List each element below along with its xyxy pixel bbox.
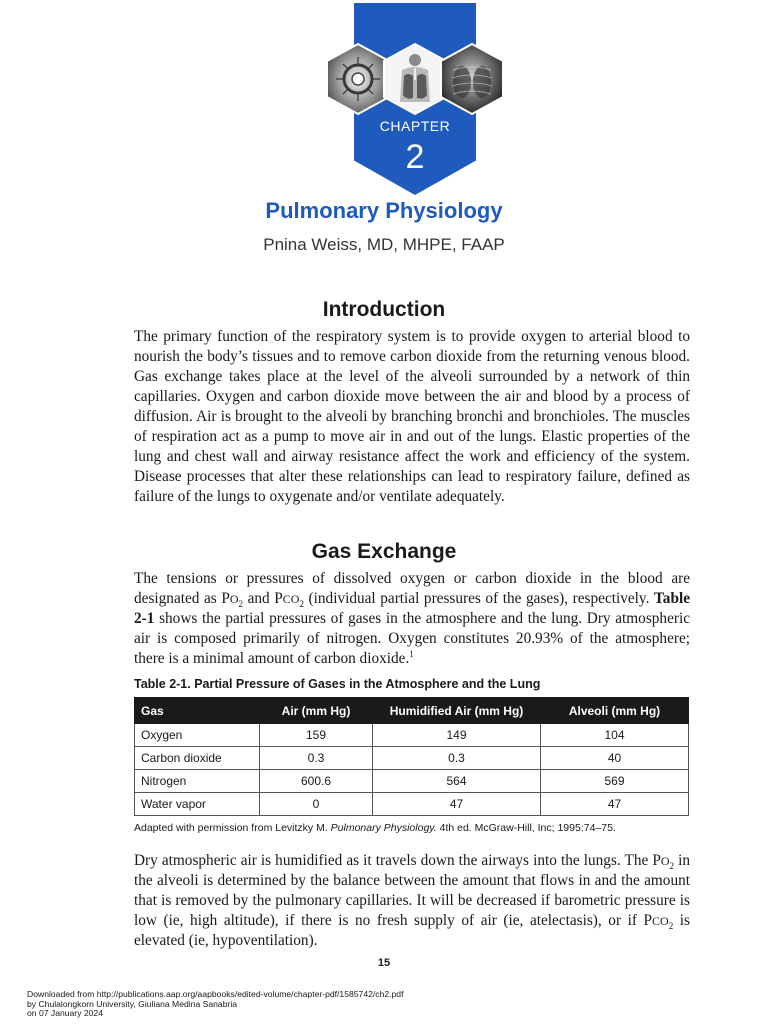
text-run: O bbox=[229, 592, 239, 606]
download-watermark bbox=[27, 990, 403, 1019]
subscript: 2 bbox=[669, 861, 675, 872]
table-cell: 149 bbox=[373, 724, 541, 747]
subscript: 2 bbox=[668, 921, 674, 932]
section-heading-gas-exchange: Gas Exchange bbox=[311, 540, 457, 563]
humidification-paragraph bbox=[134, 851, 690, 951]
text-run: (individual partial pressures of the gases), respectively. bbox=[303, 590, 654, 607]
text-run: The tensions or pressures of dissolved oxygen or carbon dioxide in the blood are designated as P bbox=[134, 570, 690, 607]
chest-xray-icon bbox=[441, 44, 503, 114]
table-header-row bbox=[135, 698, 689, 724]
text-run: CO bbox=[282, 592, 300, 606]
citation-superscript: 1 bbox=[409, 648, 414, 659]
table-row bbox=[135, 724, 689, 747]
text-run: Dry atmospheric air is humidified as it travels down the airways into the lungs. The P bbox=[134, 852, 661, 869]
table-source-note bbox=[134, 822, 616, 834]
table-cell: Water vapor bbox=[135, 793, 260, 816]
section-heading-introduction: Introduction bbox=[322, 298, 446, 321]
text-run: 4th ed. McGraw-Hill, Inc; 1995:74–75. bbox=[436, 822, 616, 834]
text-run: in the alveoli is determined by the balance between the amount that flows in and the amount that is removed by the pulmonary capillaries. It will be decreased if barometric pressure is low (ie, high altitude), if there is no fresh supply of air (ie, atelectasis), or if P bbox=[134, 852, 690, 929]
column-header: Air (mm Hg) bbox=[260, 698, 373, 724]
column-header: Humidified Air (mm Hg) bbox=[373, 698, 541, 724]
airway-cross-section-icon bbox=[327, 44, 389, 114]
table-cell: 40 bbox=[541, 747, 689, 770]
table-cell: 0 bbox=[260, 793, 373, 816]
text-run: O bbox=[660, 854, 670, 868]
table-row bbox=[135, 770, 689, 793]
text-run: Adapted with permission from Levitzky M. bbox=[134, 822, 331, 834]
table-cell: 47 bbox=[373, 793, 541, 816]
text-run: CO bbox=[652, 914, 669, 928]
text-run: and P bbox=[243, 590, 283, 607]
gas-exchange-paragraph bbox=[134, 569, 690, 669]
download-line: on 07 January 2024 bbox=[27, 1008, 103, 1018]
column-header: Alveoli (mm Hg) bbox=[541, 698, 689, 724]
table-cell: 0.3 bbox=[373, 747, 541, 770]
chapter-label: CHAPTER bbox=[379, 118, 451, 134]
introduction-paragraph: The primary function of the respiratory system is to provide oxygen to arterial blood to nourish the body’s tissues and to remove carbon dioxide from the returning venous blood. Gas exchange takes place at the level of the alveoli surrounded by a network of thin capillaries. Oxygen and carbon dioxide move between the air and blood by a process of diffusion. Air is brought to the alveoli by branching bronchi and bronchioles. The muscles of respiration act as a pump to move air in and out of the lungs. Elastic properties of the lung and chest wall and airway resistance affect the work and efficiency of the system. Disease processes that alter these relationships can lead to respiratory failure, defined as failure of the lungs to oxygenate and/or ventilate adequately. bbox=[134, 328, 690, 505]
chapter-number: 2 bbox=[405, 138, 425, 176]
subscript: 2 bbox=[238, 599, 244, 610]
subscript: 2 bbox=[299, 599, 304, 610]
text-run: is elevated (ie, hypoventilation). bbox=[134, 912, 690, 949]
table-cell: 159 bbox=[260, 724, 373, 747]
table-cell: Nitrogen bbox=[135, 770, 260, 793]
table-row bbox=[135, 793, 689, 816]
table-cell: 569 bbox=[541, 770, 689, 793]
page-number: 15 bbox=[377, 957, 391, 969]
lungs-figure-icon bbox=[384, 44, 446, 114]
text-run: shows the partial pressures of gases in the atmosphere and the lung. Dry atmospheric air is composed primarily of nitrogen. Oxygen constitutes 20.93% of the atmosphere; there is a minimal amount of carbon dioxide. bbox=[134, 610, 690, 667]
download-line: Downloaded from http://publications.aap.org/aapbooks/edited-volume/chapter-pdf/1585742/ch2.pdf bbox=[27, 989, 404, 999]
chapter-author: Pnina Weiss, MD, MHPE, FAAP bbox=[263, 235, 505, 254]
table-cell: 47 bbox=[541, 793, 689, 816]
chapter-images bbox=[322, 40, 508, 118]
table-cell: Oxygen bbox=[135, 724, 260, 747]
table-cell: Carbon dioxide bbox=[135, 747, 260, 770]
chapter-title: Pulmonary Physiology bbox=[265, 198, 503, 223]
table-row bbox=[135, 747, 689, 770]
table-cell: 104 bbox=[541, 724, 689, 747]
download-line: by Chulalongkorn University, Giuliana Medina Sanabria bbox=[27, 998, 238, 1009]
table-reference: Table 2-1 bbox=[134, 590, 690, 627]
table-cell: 564 bbox=[373, 770, 541, 793]
table-cell: 0.3 bbox=[260, 747, 373, 770]
partial-pressure-table bbox=[134, 697, 689, 816]
table-cell: 600.6 bbox=[260, 770, 373, 793]
table-caption: Table 2-1. Partial Pressure of Gases in the Atmosphere and the Lung bbox=[134, 677, 541, 691]
source-title: Pulmonary Physiology. bbox=[330, 822, 437, 834]
column-header: Gas bbox=[135, 698, 260, 724]
